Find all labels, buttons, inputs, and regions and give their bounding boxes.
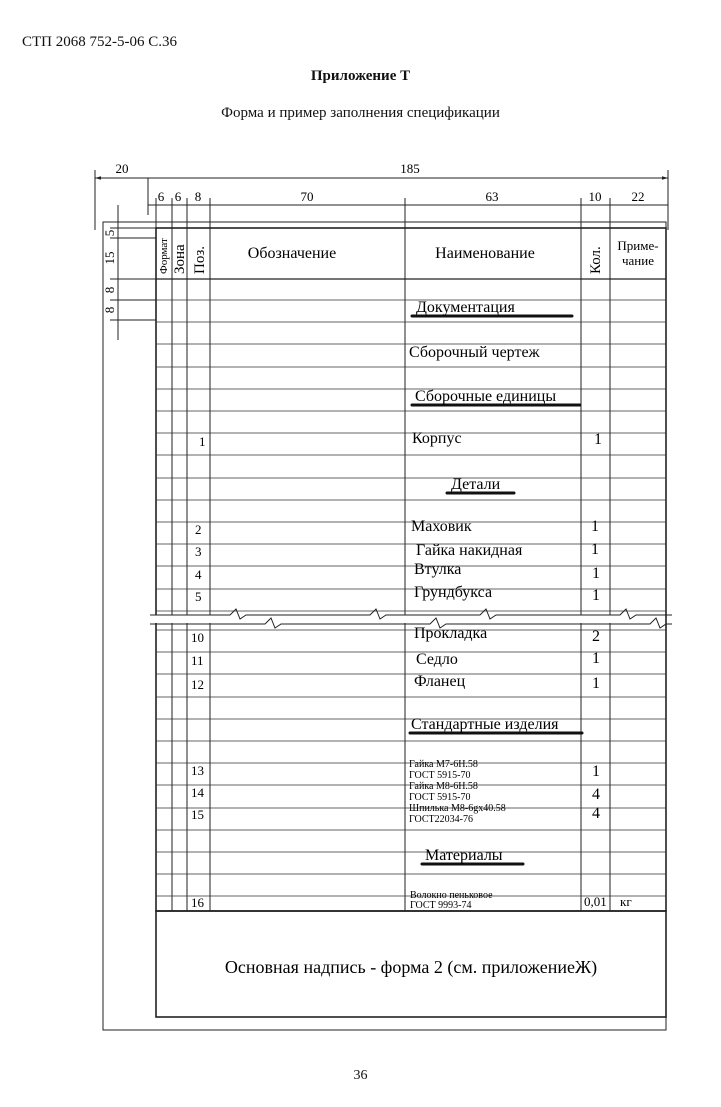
dim-col-designation: 70	[300, 189, 314, 204]
row-2-pos: 2	[195, 522, 202, 537]
document-code: СТП 2068 752-5-06 С.36	[22, 34, 177, 50]
form-subtitle: Форма и пример заполнения спецификации	[221, 105, 500, 121]
dim-row-15: 15	[102, 251, 117, 265]
row-16-note: кг	[620, 894, 632, 909]
dim-col-format: 6	[157, 189, 165, 204]
row-13-name-1: Гайка М7-6Н.58	[409, 759, 478, 770]
appendix-title: Приложение Т	[310, 68, 411, 84]
dim-row-5: 5	[102, 229, 117, 237]
row-14-qty: 4	[592, 786, 600, 803]
row-10-pos: 10	[191, 630, 204, 645]
row-14-name-2: ГОСТ 5915-70	[409, 792, 471, 803]
row-5-name: Грундбукса	[414, 584, 493, 601]
row-10-qty: 2	[592, 628, 600, 645]
dim-col-qty: 10	[588, 189, 602, 204]
section-assembly-units: Сборочные единицы	[415, 388, 557, 405]
row-15-pos: 15	[191, 807, 204, 822]
header-name: Наименование	[435, 245, 535, 262]
row-14-name-1: Гайка М8-6Н.58	[409, 781, 478, 792]
row-1-qty: 1	[594, 431, 602, 448]
row-16-name-2: ГОСТ 9993-74	[410, 900, 472, 911]
dim-margin: 20	[115, 161, 129, 176]
row-1-pos: 1	[199, 434, 206, 449]
section-documentation: Документация	[416, 299, 515, 316]
dim-col-zone: 6	[174, 189, 182, 204]
row-2-qty: 1	[591, 518, 599, 535]
header-designation: Обозначение	[247, 245, 337, 262]
dim-col-pos: 8	[194, 189, 202, 204]
dim-row-8a: 8	[102, 286, 117, 294]
row-4-name: Втулка	[414, 561, 462, 578]
row-3-name: Гайка накидная	[416, 542, 523, 559]
title-block-text: Основная надпись - форма 2 (см. приложениеЖ)	[224, 957, 598, 977]
row-12-pos: 12	[191, 677, 204, 692]
header-note-1: Приме-	[617, 238, 659, 253]
row-13-name-2: ГОСТ 5915-70	[409, 770, 471, 781]
dim-col-name: 63	[485, 189, 499, 204]
row-11-qty: 1	[592, 650, 600, 667]
row-5-qty: 1	[592, 587, 600, 604]
section-parts: Детали	[451, 476, 501, 493]
row-16-name-1: Волокно пеньковое	[410, 890, 493, 901]
row-16-pos: 16	[191, 895, 204, 910]
dim-total: 185	[400, 161, 420, 176]
row-1-name: Корпус	[412, 430, 462, 447]
row-13-qty: 1	[592, 763, 600, 780]
header-note-2: чание	[622, 253, 654, 268]
row-3-qty: 1	[591, 541, 599, 558]
row-10-name: Прокладка	[414, 625, 488, 642]
row-2-name: Маховик	[411, 518, 472, 535]
header-format: Формат	[158, 238, 170, 274]
row-15-name-2: ГОСТ22034-76	[409, 814, 473, 825]
row-14-pos: 14	[191, 785, 204, 800]
row-16-qty: 0,01	[584, 894, 607, 909]
row-assembly-drawing: Сборочный чертеж	[409, 344, 540, 361]
page-number: 36	[353, 1068, 368, 1083]
row-13-pos: 13	[191, 763, 204, 778]
header-qty: Кол.	[588, 246, 604, 274]
row-15-name-1: Шпилька М8-6gx40.58	[409, 803, 506, 814]
row-11-name: Седло	[416, 651, 458, 668]
row-3-pos: 3	[195, 544, 202, 559]
row-4-pos: 4	[195, 567, 202, 582]
row-15-qty: 4	[592, 805, 600, 822]
section-standard-items: Стандартные изделия	[411, 716, 559, 733]
row-12-qty: 1	[592, 675, 600, 692]
row-5-pos: 5	[195, 589, 202, 604]
dim-row-8b: 8	[102, 306, 117, 314]
header-zone: Зона	[172, 244, 188, 274]
row-4-qty: 1	[592, 565, 600, 582]
row-12-name: Фланец	[414, 673, 466, 690]
section-materials: Материалы	[425, 847, 503, 864]
row-11-pos: 11	[191, 653, 204, 668]
header-pos: Поз.	[192, 245, 208, 274]
dim-col-note: 22	[631, 189, 645, 204]
